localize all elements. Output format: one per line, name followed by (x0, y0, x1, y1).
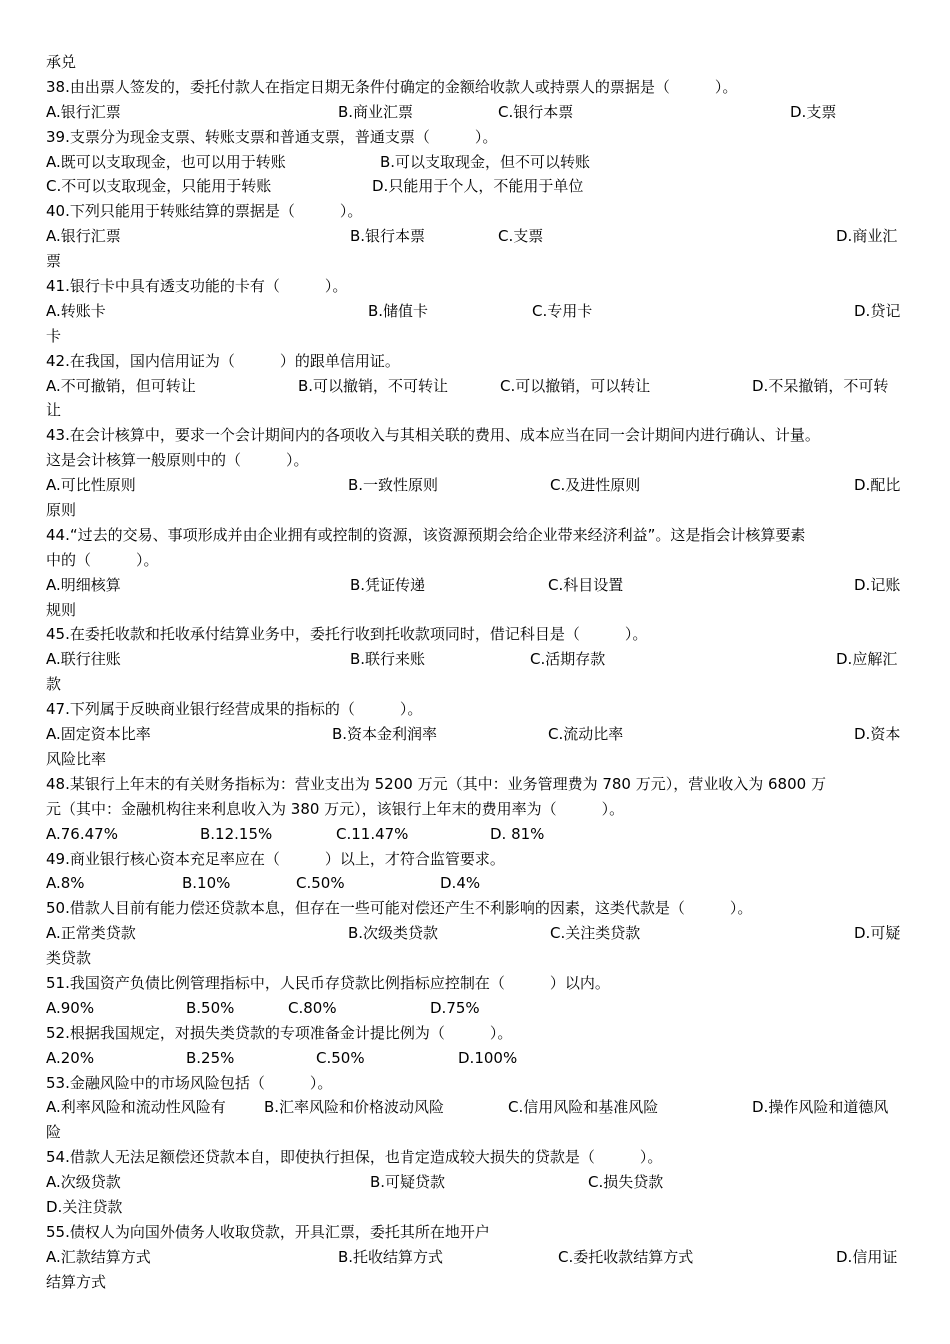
option-line (46, 1046, 916, 1071)
answer-option: B.25% (186, 1048, 235, 1067)
option-line (46, 1245, 916, 1270)
option-line (46, 722, 916, 747)
option-line (46, 224, 916, 249)
answer-option: A.银行汇票 (46, 102, 121, 121)
answer-option: B.可以支取现金，但不可以转账 (380, 152, 591, 171)
option-line (46, 100, 916, 125)
text-line: 53.金融风险中的市场风险包括（ ）。 (46, 1073, 333, 1092)
answer-option: B.可以撤销，不可转让 (298, 376, 449, 395)
answer-option: D.100% (458, 1048, 518, 1067)
answer-option: A.正常类贷款 (46, 924, 136, 943)
answer-option: B.可疑贷款 (370, 1173, 446, 1192)
answer-option: B.10% (182, 874, 231, 893)
text-line: 41.银行卡中具有透支功能的卡有（ ）。 (46, 277, 348, 296)
text-line: 42.在我国，国内信用证为（ ）的跟单信用证。 (46, 351, 400, 370)
answer-option: D.不呆撤销，不可转 (752, 376, 889, 395)
option-line (46, 374, 916, 399)
answer-option: A.转账卡 (46, 301, 106, 320)
answer-option: B.凭证传递 (350, 575, 426, 594)
answer-option: C.科目设置 (548, 575, 624, 594)
answer-option: D. 81% (490, 824, 545, 843)
option-line (46, 1170, 916, 1195)
answer-option: C.活期存款 (530, 650, 606, 669)
option-line (46, 573, 916, 598)
text-line: 款 (46, 675, 62, 694)
answer-option: C.关注类贷款 (550, 924, 641, 943)
option-line (46, 647, 916, 672)
answer-option: D.记账 (854, 575, 901, 594)
answer-option: B.次级类贷款 (348, 924, 439, 943)
text-line: 票 (46, 252, 62, 271)
answer-option: C.损失贷款 (588, 1173, 664, 1192)
answer-option: A.银行汇票 (46, 227, 121, 246)
answer-option: A.联行往账 (46, 650, 121, 669)
answer-option: A.既可以支取现金，也可以用于转账 (46, 152, 286, 171)
answer-option: B.银行本票 (350, 227, 426, 246)
answer-option: D.贷记 (854, 301, 901, 320)
answer-option: D.只能用于个人，不能用于单位 (372, 177, 584, 196)
answer-option: C.专用卡 (532, 301, 593, 320)
text-line: 承兑 (46, 53, 77, 71)
answer-option: D.配比 (854, 476, 901, 495)
text-line: 47.下列属于反映商业银行经营成果的指标的（ ）。 (46, 700, 423, 719)
option-line (46, 473, 916, 498)
text-line: 48.某银行上年末的有关财务指标为：营业支出为 5200 万元（其中：业务管理费为 780 万元），营业收入为 6800 万 (46, 774, 826, 793)
text-line: 险 (46, 1123, 62, 1142)
answer-option: D.支票 (790, 102, 837, 121)
answer-option: D.信用证 (836, 1247, 898, 1266)
answer-option: C.银行本票 (498, 102, 574, 121)
answer-option: A.20% (46, 1048, 95, 1067)
answer-option: B.一致性原则 (348, 476, 439, 495)
answer-option: B.资本金利润率 (332, 725, 438, 744)
option-line (46, 1095, 916, 1120)
document-page (46, 50, 916, 1295)
answer-option: B.12.15% (200, 824, 273, 843)
text-line: 规则 (46, 600, 77, 619)
text-line: 45.在委托收款和托收承付结算业务中，委托行收到托收款项同时，借记科目是（ ）。 (46, 625, 648, 644)
answer-option: C.80% (288, 998, 337, 1017)
answer-option: D.4% (440, 874, 481, 893)
answer-option: D.75% (430, 998, 480, 1017)
text-line: 这是会计核算一般原则中的（ ）。 (46, 451, 309, 470)
text-line: 元（其中：金融机构往来利息收入为 380 万元），该银行上年末的费用率为（ ）。 (46, 799, 625, 818)
option-line (46, 299, 916, 324)
answer-option: D.商业汇 (836, 227, 898, 246)
text-line: 让 (46, 401, 62, 420)
text-line: 50.借款人目前有能力偿还贷款本息，但存在一些可能对偿还产生不利影响的因素，这类代款是（ ）。 (46, 899, 753, 918)
text-line: 结算方式 (46, 1272, 107, 1291)
answer-option: C.及进性原则 (550, 476, 641, 495)
text-line: D.关注贷款 (46, 1197, 123, 1216)
answer-option: C.流动比率 (548, 725, 624, 744)
answer-option: B.联行来账 (350, 650, 426, 669)
text-line: 原则 (46, 501, 77, 520)
answer-option: C.不可以支取现金，只能用于转账 (46, 177, 272, 196)
answer-option: C.50% (296, 874, 345, 893)
text-line: 卡 (46, 326, 62, 345)
text-line: 中的（ ）。 (46, 550, 159, 569)
answer-option: D.应解汇 (836, 650, 898, 669)
text-line: 52.根据我国规定，对损失类贷款的专项准备金计提比例为（ ）。 (46, 1023, 513, 1042)
answer-option: B.汇率风险和价格波动风险 (264, 1098, 445, 1117)
option-line (46, 921, 916, 946)
answer-option: D.资本 (854, 725, 901, 744)
answer-option: B.商业汇票 (338, 102, 414, 121)
text-line: 风险比率 (46, 749, 107, 768)
answer-option: A.可比性原则 (46, 476, 136, 495)
text-line: 39.支票分为现金支票、转账支票和普通支票，普通支票（ ）。 (46, 127, 498, 146)
text-line: 44.“过去的交易、事项形成并由企业拥有或控制的资源，该资源预期会给企业带来经济利益”。这是指会计核算要素 (46, 525, 806, 544)
answer-option: A.明细核算 (46, 575, 121, 594)
text-line: 38.由出票人签发的，委托付款人在指定日期无条件付确定的金额给收款人或持票人的票据是（ ）。 (46, 77, 738, 96)
answer-option: C.可以撤销，可以转让 (500, 376, 651, 395)
answer-option: A.76.47% (46, 824, 118, 843)
text-line: 类贷款 (46, 949, 92, 968)
answer-option: A.次级贷款 (46, 1173, 121, 1192)
text-line: 43.在会计核算中，要求一个会计期间内的各项收入与其相关联的费用、成本应当在同一会计期间内进行确认、计量。 (46, 426, 820, 445)
answer-option: A.不可撤销，但可转让 (46, 376, 196, 395)
answer-option: A.固定资本比率 (46, 725, 151, 744)
option-line (46, 174, 916, 199)
text-line: 51.我国资产负债比例管理指标中，人民币存贷款比例指标应控制在（ ）以内。 (46, 973, 610, 992)
answer-option: C.委托收款结算方式 (558, 1247, 694, 1266)
text-line: 49.商业银行核心资本充足率应在（ ）以上，才符合监管要求。 (46, 849, 505, 868)
answer-option: A.8% (46, 874, 85, 893)
answer-option: C.支票 (498, 227, 544, 246)
answer-option: A.利率风险和流动性风险有 (46, 1098, 226, 1117)
option-line (46, 996, 916, 1021)
answer-option: C.50% (316, 1048, 365, 1067)
answer-option: A.90% (46, 998, 95, 1017)
answer-option: C.11.47% (336, 824, 409, 843)
answer-option: D.操作风险和道德风 (752, 1098, 889, 1117)
option-line (46, 871, 916, 896)
answer-option: A.汇款结算方式 (46, 1247, 151, 1266)
text-line: 40.下列只能用于转账结算的票据是（ ）。 (46, 202, 363, 221)
answer-option: B.储值卡 (368, 301, 429, 320)
option-line (46, 822, 916, 847)
answer-option: B.托收结算方式 (338, 1247, 444, 1266)
answer-option: C.信用风险和基准风险 (508, 1098, 659, 1117)
answer-option: D.可疑 (854, 924, 901, 943)
text-line: 55.债权人为向国外债务人收取贷款，开具汇票，委托其所在地开户 (46, 1222, 490, 1241)
text-line: 54.借款人无法足额偿还贷款本自，即使执行担保，也肯定造成较大损失的贷款是（ ）。 (46, 1148, 663, 1167)
answer-option: B.50% (186, 998, 235, 1017)
option-line (46, 150, 916, 175)
